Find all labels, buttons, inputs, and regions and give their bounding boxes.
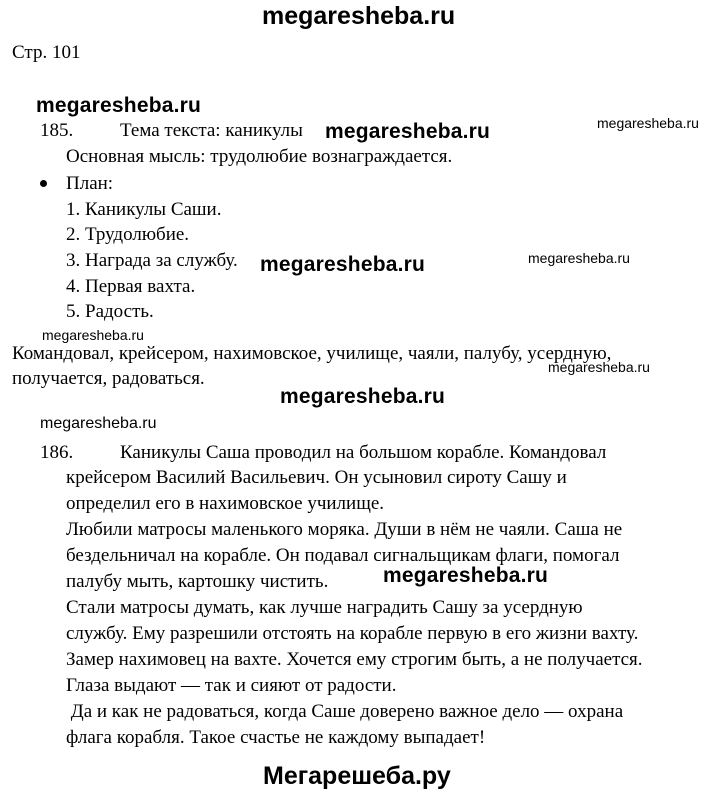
footer-site-title: Мегарешеба.ру	[263, 762, 451, 790]
watermark: megaresheba.ru	[42, 327, 144, 343]
page-label: Стр. 101	[12, 42, 81, 63]
exercise-185-number: 185.	[40, 120, 74, 141]
watermark: megaresheba.ru	[36, 94, 202, 117]
plan-item: 2. Трудолюбие.	[66, 224, 190, 245]
exercise-186-number: 186.	[40, 442, 74, 463]
watermark: megaresheba.ru	[260, 253, 426, 276]
text-line: Глаза выдают — так и сияют от радости.	[66, 675, 397, 696]
text-line: Замер нахимовец на вахте. Хочется ему строгим быть, а не получается.	[66, 649, 643, 670]
watermark: megaresheba.ru	[40, 415, 157, 432]
text-line: крейсером Василий Васильевич. Он усыновил сироту Сашу и	[66, 467, 567, 488]
watermark: megaresheba.ru	[325, 120, 491, 143]
text-line: службу. Ему разрешили отстоять на корабле первую в его жизни вахту.	[66, 623, 639, 644]
watermark: megaresheba.ru	[280, 385, 446, 408]
text-line: Любили матросы маленького моряка. Души в нём не чаяли. Саша не	[66, 519, 623, 540]
plan-item: 3. Награда за службу.	[66, 250, 238, 271]
bullet-dot	[40, 180, 47, 187]
words-line: получается, радоваться.	[12, 368, 205, 389]
exercise-185-topic: Тема текста: каникулы	[120, 120, 303, 141]
watermark: megaresheba.ru	[383, 564, 549, 587]
plan-item: 1. Каникулы Саши.	[66, 199, 222, 220]
text-line: Каникулы Саша проводил на большом корабле. Командовал	[120, 442, 607, 463]
header-site-title: megaresheba.ru	[262, 2, 456, 30]
text-line: определил его в нахимовское училище.	[66, 493, 385, 514]
watermark: megaresheba.ru	[548, 359, 650, 375]
text-line: Стали матросы думать, как лучше наградить Сашу за усердную	[66, 597, 583, 618]
words-line: Командовал, крейсером, нахимовское, училище, чаяли, палубу, усердную,	[12, 343, 612, 364]
plan-item: 4. Первая вахта.	[66, 276, 196, 297]
exercise-185-main-idea: Основная мысль: трудолюбие вознаграждается.	[66, 146, 453, 167]
watermark: megaresheba.ru	[597, 115, 699, 131]
text-line: Да и как не радоваться, когда Саше доверено важное дело — охрана	[66, 701, 624, 722]
text-line: бездельничал на корабле. Он подавал сигнальщикам флаги, помогал	[66, 545, 620, 566]
watermark: megaresheba.ru	[528, 250, 630, 266]
plan-item: 5. Радость.	[66, 301, 154, 322]
text-line: флага корабля. Такое счастье не каждому выпадает!	[66, 727, 486, 748]
plan-label: План:	[66, 173, 114, 194]
text-line: палубу мыть, картошку чистить.	[66, 571, 329, 592]
